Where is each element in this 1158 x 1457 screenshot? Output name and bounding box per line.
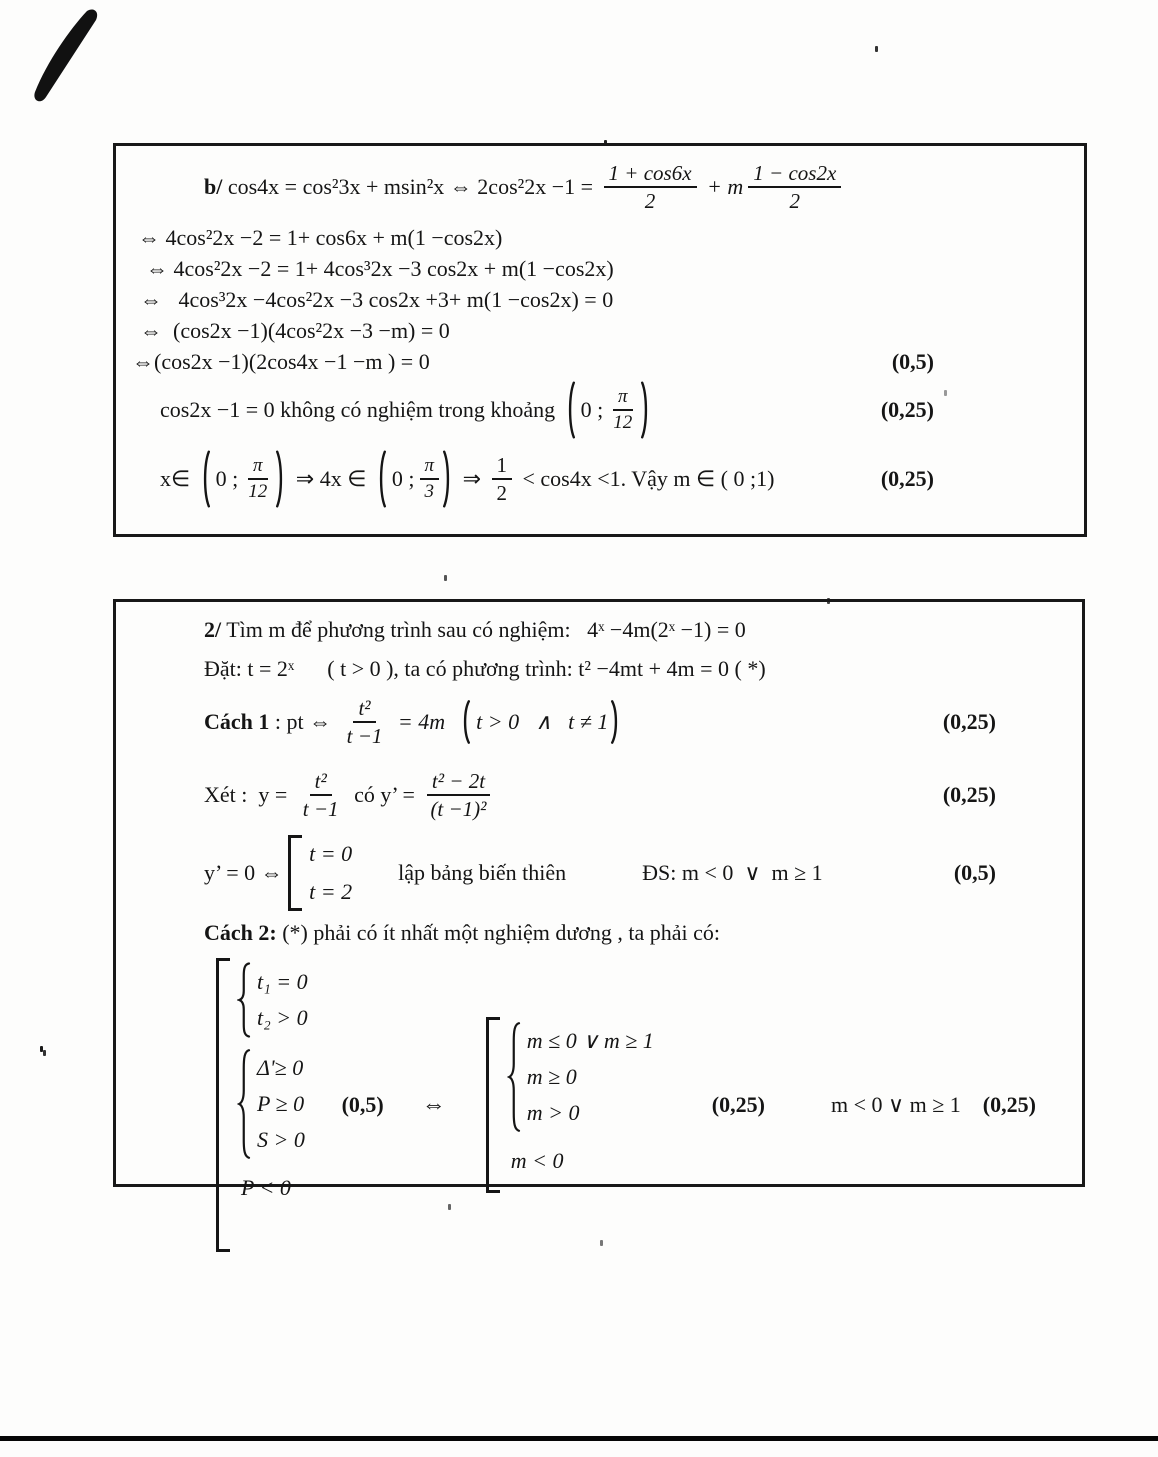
critical-points-line bbox=[116, 834, 1082, 912]
math-text: ⇔ 4cos³2x −4cos²2x −3 cos2x +3+ m(1 −cos2x) = 0 bbox=[140, 286, 614, 312]
math-text: < cos4x <1. Vậy m ∈ ( 0 ;1) bbox=[517, 466, 775, 492]
derivative-line bbox=[116, 756, 1082, 834]
math-text: + m bbox=[701, 174, 744, 200]
equation-line bbox=[116, 253, 1084, 284]
math-text: Đặt: t = 2ˣ ( t > 0 ), ta có phương trình: t² −4mt + 4m = 0 ( *) bbox=[204, 656, 766, 682]
method-label: Cách 1 bbox=[204, 709, 270, 735]
math-text: cos2x −1 = 0 không có nghiệm trong khoảng bbox=[160, 397, 561, 423]
fraction bbox=[608, 387, 637, 433]
case-condition: Δ'≥ 0 bbox=[257, 1055, 304, 1080]
big-paren-right-icon bbox=[640, 381, 651, 439]
math-text: ⇒ 4x ∈ bbox=[290, 466, 372, 492]
fraction bbox=[604, 162, 697, 212]
interval-0-pi-over-12 bbox=[200, 450, 287, 508]
case-bracket bbox=[288, 835, 352, 911]
math-text: ⇒ bbox=[457, 466, 487, 492]
score-badge: (0,5) bbox=[953, 860, 996, 886]
equation-line bbox=[116, 222, 1084, 253]
curly-brace-icon bbox=[507, 1021, 522, 1133]
math-text: : pt ⇔ bbox=[269, 709, 337, 735]
fraction-numerator: π bbox=[613, 387, 633, 411]
math-text: ⇔ (cos2x −1)(4cos²2x −3 −m) = 0 bbox=[140, 317, 450, 343]
page-bottom-scan-edge bbox=[0, 1436, 1158, 1441]
case-condition: S > 0 bbox=[257, 1127, 305, 1152]
case-value: t = 0 bbox=[309, 841, 353, 866]
math-text: ⇔ 4cos²2x −2 = 1+ cos6x + m(1 −cos2x) bbox=[138, 224, 503, 250]
item-label: b/ bbox=[204, 174, 223, 200]
case-group bbox=[237, 962, 308, 1038]
math-text: ⇔ 4cos²2x −2 = 1+ 4cos³2x −3 cos2x + m(1 −cos2x) bbox=[146, 255, 614, 281]
interval-left-value: 0 ; bbox=[580, 397, 604, 423]
pen-slash-mark bbox=[25, 5, 115, 115]
math-text: ⇔(cos2x −1)(2cos4x −1 −m ) = 0 bbox=[132, 348, 430, 374]
score-badge: (0,5) bbox=[891, 348, 934, 374]
fraction-numerator: t² bbox=[310, 770, 332, 796]
case-condition: P ≥ 0 bbox=[257, 1091, 305, 1116]
case-condition: m ≤ 0 ∨ m ≥ 1 bbox=[526, 1028, 654, 1053]
condition-parenthesized bbox=[460, 700, 621, 744]
fraction-denominator: 2 bbox=[789, 189, 801, 213]
fraction-denominator: (t −1)² bbox=[430, 797, 487, 821]
math-text: x∈ bbox=[160, 466, 196, 492]
fraction-numerator: π bbox=[420, 456, 440, 480]
solution-box-question-1b bbox=[113, 143, 1087, 537]
case-condition: m ≥ 0 bbox=[526, 1064, 577, 1089]
case-group bbox=[237, 1048, 308, 1160]
math-text: y’ = 0 ⇔ bbox=[204, 860, 289, 886]
square-bracket-icon bbox=[216, 958, 230, 1252]
big-paren-right-icon bbox=[275, 450, 286, 508]
interval-0-pi-over-3 bbox=[376, 450, 453, 508]
fraction bbox=[298, 770, 344, 820]
interval-0-pi-over-12 bbox=[565, 381, 652, 439]
fraction bbox=[342, 697, 388, 747]
big-paren-left-icon bbox=[200, 450, 211, 508]
curly-brace-icon bbox=[237, 1048, 252, 1160]
case-group bbox=[507, 1021, 654, 1133]
fraction-numerator: t² − 2t bbox=[427, 770, 490, 796]
big-paren-right-icon bbox=[442, 450, 453, 508]
big-paren-right-icon bbox=[610, 700, 621, 744]
case-condition: t₁ = 0 bbox=[257, 969, 308, 994]
big-paren-left-icon bbox=[565, 381, 576, 439]
math-text: Tìm m để phương trình sau có nghiệm: 4ˣ −4m(2ˣ −1) = 0 bbox=[221, 617, 746, 643]
square-bracket-icon bbox=[288, 835, 302, 911]
substitution-line bbox=[116, 650, 1082, 688]
big-paren-left-icon bbox=[376, 450, 387, 508]
equivalence-arrow: ⇔ bbox=[421, 1091, 446, 1118]
case-value: t = 2 bbox=[309, 879, 353, 904]
equation-line bbox=[116, 346, 1084, 377]
fraction bbox=[425, 770, 491, 820]
fraction-denominator: t −1 bbox=[302, 797, 339, 821]
instruction-text: lập bảng biến thiên bbox=[398, 860, 567, 886]
math-text: = 4m bbox=[392, 709, 457, 735]
math-text: Xét : y = bbox=[204, 782, 293, 808]
interval-left-value: 0 ; bbox=[215, 466, 239, 492]
fraction-denominator: 3 bbox=[424, 481, 435, 502]
square-bracket-icon bbox=[486, 1017, 500, 1193]
fraction-denominator: t −1 bbox=[346, 724, 383, 748]
score-badge: (0,25) bbox=[942, 782, 996, 808]
fraction bbox=[748, 162, 841, 212]
fraction-denominator: 2 bbox=[644, 189, 656, 213]
score-badge: (0,25) bbox=[942, 709, 996, 735]
case-condition: P < 0 bbox=[241, 1175, 291, 1200]
math-text: cos4x = cos²3x + msin²x ⇔ 2cos²2x −1 = bbox=[222, 174, 599, 200]
fraction bbox=[420, 456, 440, 502]
fraction-numerator: π bbox=[248, 456, 268, 480]
equation-line-b bbox=[116, 152, 1084, 222]
equation-line bbox=[116, 315, 1084, 346]
problem-statement-line bbox=[116, 610, 1082, 650]
score-badge: (0,25) bbox=[880, 466, 934, 492]
fraction-denominator: 12 bbox=[248, 481, 268, 502]
fraction-numerator: 1 bbox=[492, 454, 513, 480]
big-paren-left-icon bbox=[460, 700, 471, 744]
equation-line bbox=[116, 377, 1084, 443]
fraction-denominator: 12 bbox=[613, 412, 633, 433]
equation-line bbox=[116, 284, 1084, 315]
right-case-system bbox=[486, 1017, 654, 1193]
solution-box-question-2 bbox=[113, 599, 1085, 1200]
fraction-denominator: 2 bbox=[496, 481, 507, 505]
final-answer-text: m < 0 ∨ m ≥ 1 bbox=[830, 1092, 961, 1117]
equation-line bbox=[116, 443, 1084, 515]
score-badge: (0,25) bbox=[982, 1092, 1036, 1117]
fraction-numerator: 1 + cos6x bbox=[604, 162, 697, 188]
fraction-numerator: 1 − cos2x bbox=[748, 162, 841, 188]
score-badge: (0,25) bbox=[880, 397, 934, 423]
condition-text: t > 0 ∧ t ≠ 1 bbox=[476, 709, 609, 735]
method-1-line bbox=[116, 688, 1082, 756]
score-badge: (0,5) bbox=[341, 1092, 384, 1117]
fraction-numerator: t² bbox=[353, 697, 375, 723]
interval-left-value: 0 ; bbox=[391, 466, 415, 492]
case-condition: m < 0 bbox=[510, 1148, 564, 1173]
method-label: Cách 2: bbox=[204, 920, 277, 946]
case-condition: t₂ > 0 bbox=[257, 1005, 308, 1030]
case-analysis-row bbox=[116, 958, 1082, 1252]
score-badge: (0,25) bbox=[711, 1092, 765, 1117]
math-text: (*) phải có ít nhất một nghiệm dương , ta phải có: bbox=[276, 920, 721, 946]
fraction bbox=[243, 456, 272, 502]
case-condition: m > 0 bbox=[526, 1100, 580, 1125]
curly-brace-icon bbox=[237, 962, 252, 1038]
left-case-system bbox=[216, 958, 308, 1252]
answer-text: ĐS: m < 0 ∨ m ≥ 1 bbox=[642, 860, 823, 886]
item-label: 2/ bbox=[204, 617, 222, 643]
method-2-line bbox=[116, 912, 1082, 954]
fraction bbox=[492, 454, 513, 504]
math-text: có y’ = bbox=[348, 782, 421, 808]
